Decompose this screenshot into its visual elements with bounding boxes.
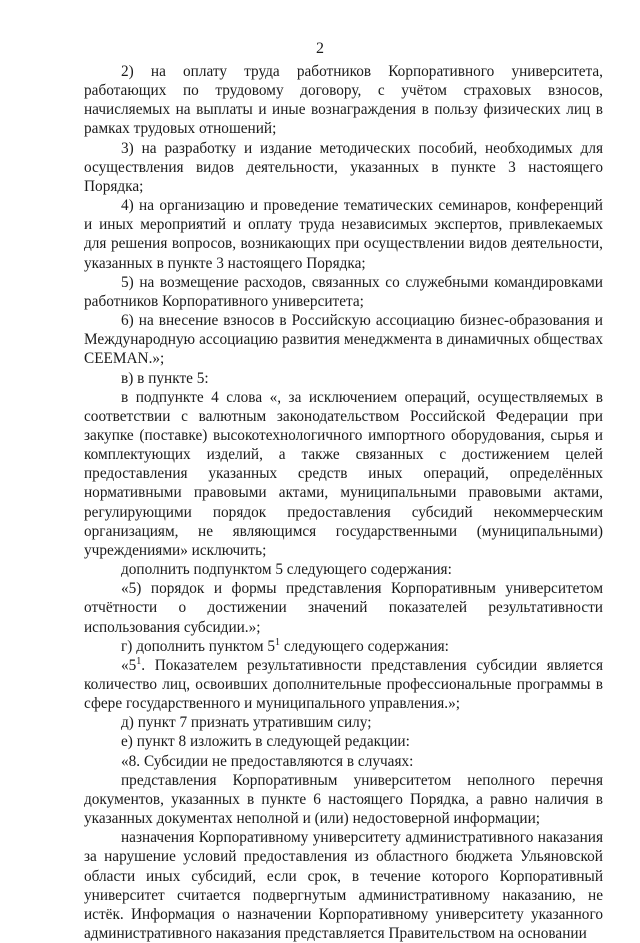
paragraph-clause-v: в) в пункте 5: <box>121 369 209 387</box>
paragraph-item-6: 6) на внесение взносов в Российскую ассоциацию бизнес-образования и Международную ассоциацию развития менеджмента в динамичных обществах CEEMAN.»; <box>84 312 603 368</box>
paragraph-add-subclause-5: дополнить подпунктом 5 следующего содержания: <box>121 561 452 579</box>
paragraph-item-5: 5) на возмещение расходов, связанных со служебными командировками работников Корпоративного университета; <box>84 273 603 310</box>
item-5-1-number: «5 <box>121 656 137 674</box>
clause-g-text-end: следующего содержания: <box>280 637 449 655</box>
paragraph-item-8: «8. Субсидии не предоставляются в случаях: <box>121 752 414 770</box>
paragraph-item-4: 4) на организацию и проведение тематических семинаров, конференций и иных мероприятий и оплату труда независимых экспертов, привлекаемых для решения вопросов, возникающих при осуществлении видов деятельности, указанных в пункте 3 настоящего Порядка; <box>84 197 603 272</box>
paragraph-item-2: 2) на оплату труда работников Корпоративного университета, работающих по трудовому договору, с учётом страховых взносов, начисляемых на выплаты и иные вознаграждения в пользу физических лиц в рамках трудовых отношений; <box>84 63 603 138</box>
paragraph-item-3: 3) на разработку и издание методических пособий, необходимых для осуществления видов деятельности, указанных в пункте 3 настоящего Порядка; <box>84 139 603 195</box>
paragraph-case-documents: представления Корпоративным университетом неполного перечня документов, указанных в пункте 6 настоящего Порядка, а равно наличия в указанных документах неполной и (или) недостоверной информации; <box>84 771 603 828</box>
paragraph-item-5-1 <box>84 656 603 713</box>
document-body <box>84 62 603 943</box>
paragraph-case-penalty: назначения Корпоративному университету административного наказания за нарушение условий предоставления из областного бюджета Ульяновской области иных субсидий, если срок, в течение которого Корпоративный университет считается подвергнутым административному наказанию, не истёк. Информация о назначении Корпоративному университету указанного административного наказания представляется Правительством на основании <box>84 829 603 943</box>
clause-g-superscript: 1 <box>275 636 280 648</box>
paragraph-clause-d: д) пункт 7 признать утратившим силу; <box>121 714 372 732</box>
page-number: 2 <box>316 40 324 57</box>
clause-g-text: г) дополнить пунктом 5 <box>121 637 275 655</box>
paragraph-subclause-4: в подпункте 4 слова «, за исключением операций, осуществляемых в соответствии с валютным законодательством Российской Федерации при закупке (поставке) высокотехнологичного импортного оборудования, сырья и комплектующих изделий, а также связанных с достижением целей предоставления указанных средств иных операций, определённых нормативными правовыми актами, муниципальными правовыми актами, регулирующими порядок предоставления субсидий некоммерческим организациям, не являющимся государственными (муниципальными) учреждениями» исключить; <box>84 388 603 559</box>
paragraph-clause-g <box>84 637 603 656</box>
paragraph-subclause-5-text: «5) порядок и формы представления Корпоративным университетом отчётности о достижении значений показателей результативности использования субсидии.»; <box>84 580 603 636</box>
item-5-1-superscript: 1 <box>136 655 142 667</box>
paragraph-clause-e: е) пункт 8 изложить в следующей редакции: <box>121 733 410 751</box>
item-5-1-text: . Показателем результативности представления субсидии является количество лиц, освоивших дополнительные профессиональные программы в сфере государственного и муниципального управления.»; <box>84 656 603 713</box>
